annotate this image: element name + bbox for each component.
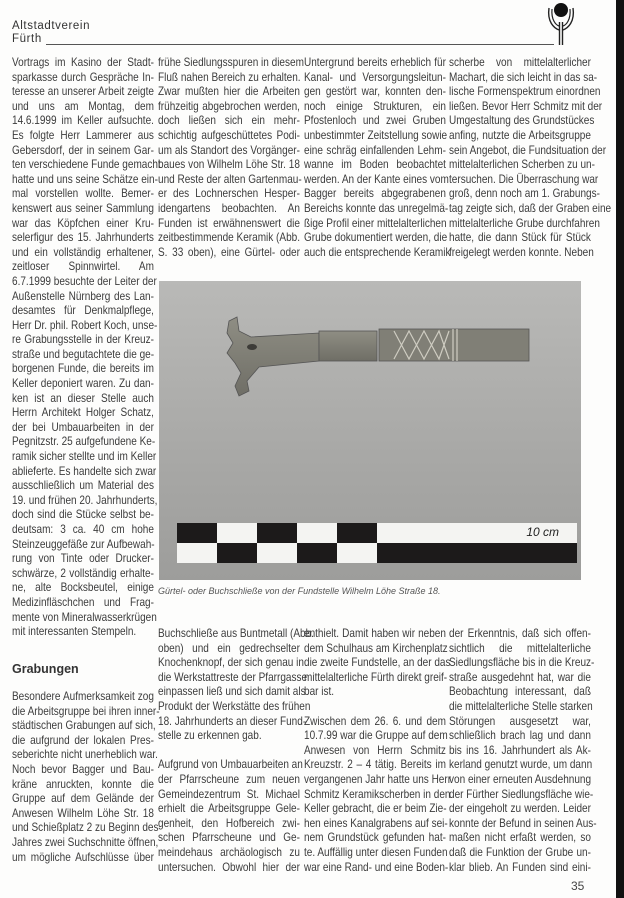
text-line: Aufgrund von Umbauarbeiten an — [158, 757, 303, 772]
text-line: selerfigur des 15. Jahrhunderts — [12, 230, 154, 245]
text-line: unbestimmter Zeitstellung sowie — [304, 127, 448, 142]
text-line: S. 33 oben), eine Gürtel- oder — [158, 244, 300, 259]
text-line: die Arbeitsgruppe bei ihren inner- — [12, 703, 160, 718]
text-line: Herr Dr. phil. Robert Koch, unse- — [12, 317, 158, 332]
paragraph — [449, 626, 597, 874]
text-line: stelle zu erkennen gab. — [158, 728, 262, 743]
column-bottom-2 — [158, 626, 314, 874]
paragraph — [304, 626, 451, 699]
publisher-name-line1: Altstadtverein — [12, 20, 91, 32]
artifact-photo — [159, 281, 581, 580]
column-top-2 — [158, 55, 304, 259]
text-line: mente von Mineralwasserkrügen — [12, 609, 157, 624]
text-line: gen gestört war, konnten den- — [304, 84, 446, 99]
text-line: der Pfarrscheune zum neuen — [158, 771, 300, 786]
text-line: ne, alte Bocksbeutel, einige — [12, 580, 154, 595]
text-line: baues von Wilhelm Löhe Str. 18 — [158, 157, 300, 172]
text-line: zeitloser Spinnwirtel. Am — [12, 259, 154, 274]
text-line: Beobachtung interessant, daß — [449, 684, 591, 699]
text-line: Machart, die sich leicht in das sa- — [449, 69, 598, 84]
text-line: anfing, nutzte die Arbeitsgruppe — [449, 127, 591, 142]
text-line: bar ist. — [304, 684, 335, 699]
society-logo-icon — [544, 0, 578, 46]
text-line: erhielt die Arbeitsgruppe Gele- — [158, 801, 300, 816]
text-line: Medizinfläschchen und Frag- — [12, 594, 154, 609]
text-line: Bereichs konnte das unregelmä- — [304, 200, 449, 215]
text-line: 19. und frühen 20. Jahrhunderts, — [12, 492, 158, 507]
text-line: lische Formenspektrum einordnen — [449, 84, 601, 99]
text-line: um mögliche Aufschlüsse über — [12, 849, 154, 864]
text-line: ten verschiedene Funde gemacht — [12, 157, 161, 172]
text-line: straße ausgedehnt hat, war die — [449, 669, 591, 684]
text-line: ßige Profil einer mittelalterlichen — [304, 215, 447, 230]
text-line: Umgestaltung des Grundstückes — [449, 113, 595, 128]
text-line: 10.7.99 war die Gruppe auf dem — [304, 728, 448, 743]
column-top-1 — [12, 55, 161, 639]
text-line: schichtig aufgeschüttetes Podi- — [158, 127, 300, 142]
text-line: Schmitz Keramikscherben in den — [304, 786, 451, 801]
text-line: Herrn Architekt Holger Schatz, — [12, 405, 154, 420]
text-line: Keller deponiert waren. Zu dan- — [12, 376, 154, 391]
text-line: 6.7.1999 besuchte der Leiter der — [12, 273, 157, 288]
text-line: schen Pfarrscheune und Ge- — [158, 830, 300, 845]
scale-bar-icon — [177, 523, 577, 563]
text-line: daß die Funktion der Grube un- — [449, 844, 591, 859]
section-heading: Grabungen — [12, 662, 79, 676]
text-line: tag zeigte sich, daß der Graben eine — [449, 200, 612, 215]
text-line: Störungen ausgesetzt war, — [449, 713, 591, 728]
text-line: tersuchen. Die Überraschung war — [449, 171, 599, 186]
text-line: doch ließen sich ein mehr- — [158, 113, 300, 128]
text-line: Siedlungsfläche bis in die Kreuz- — [449, 655, 595, 670]
text-line: Pegnitzstr. 25 aufgefundene Ke- — [12, 434, 156, 449]
text-line: war das Köpfchen einer Kru- — [12, 215, 154, 230]
paragraph — [12, 689, 160, 864]
text-line: oben) und ein gedrechselter — [158, 640, 300, 655]
text-line: borgenen Funde, die bereits im — [12, 361, 154, 376]
text-line: eine schräg einfallenden Lehm- — [304, 142, 446, 157]
text-line: mal vorstellen wollte. Bemer- — [12, 186, 154, 201]
text-line: Jahres zwei Suchschnitte öffnen, — [12, 834, 159, 849]
text-line: Funden ist erwähnenswert die — [158, 215, 300, 230]
text-line: Steinzeuggefäße zur Aufbewah- — [12, 536, 155, 551]
text-line: sparkasse durch Gespräche In- — [12, 69, 154, 84]
text-line: die mittelalterliche Stelle starken — [449, 698, 593, 713]
text-line: wanne im Boden beobachtet — [304, 157, 446, 172]
text-line: Besondere Aufmerksamkeit zog — [12, 689, 154, 703]
text-line: re Grabungsstelle in der Kreuz- — [12, 332, 154, 347]
text-line: Fluß nahen Bereich zu erhalten. — [158, 69, 301, 84]
text-line: mittelalterliche Fürth direkt greif- — [304, 669, 448, 684]
column-bottom-4 — [449, 626, 597, 874]
scale-label: 10 cm — [526, 525, 559, 539]
text-line: und Reste der alten Gartenmau- — [158, 171, 302, 186]
text-line: te. Auffällig unter diesen Funden — [304, 844, 448, 859]
text-line: seberichte nicht unerheblich war. — [12, 747, 158, 762]
text-line: kerland genutzt wurde, um dann — [449, 757, 593, 772]
publisher-header — [12, 20, 90, 46]
text-line: nem Grundstück gefunden hat- — [304, 830, 446, 845]
text-line: von einer erneuten Ausdehnung — [449, 771, 592, 786]
text-line: Bagger bereits abgegrabenen — [304, 186, 446, 201]
text-line: sein Angebot, die Fundsituation der — [449, 142, 607, 157]
text-line: mittelalterliche Grube durchfahren — [449, 215, 600, 230]
text-line: desamtes für Denkmalpflege, — [12, 303, 154, 318]
text-line: die Werkstattreste der Pfarrgasse — [158, 669, 308, 684]
paragraph — [158, 757, 303, 874]
text-line: zeitbestimmende Keramik (Abb. — [158, 230, 301, 245]
text-line: maßen nicht erfaßt werden, so — [449, 830, 591, 845]
publisher-name-line2: Fürth — [12, 33, 42, 45]
text-line: schwärze, 2 vollständig erhalte- — [12, 565, 154, 580]
text-line: mittelalterlichen Scherben zu un- — [449, 157, 595, 172]
text-line: kenswert aus seiner Sammlung — [12, 200, 154, 215]
text-line: groß, denn noch am 1. Grabungs- — [449, 186, 600, 201]
text-line: kräne anruckten, konnte die — [12, 776, 154, 791]
text-line: enthielt. Damit haben wir neben — [304, 626, 446, 640]
column-bottom-1 — [12, 689, 160, 864]
paragraph — [304, 713, 452, 875]
text-line: meindehaus archäologisch zu — [158, 844, 300, 859]
text-line: war eine Rand- und eine Boden- — [304, 859, 449, 874]
text-line: der Erkenntnis, daß sich offen- — [449, 626, 591, 640]
paragraph — [12, 55, 161, 639]
text-line: ken ist an dieser Stelle auch — [12, 390, 154, 405]
text-line: Untergrund bereits erheblich für — [304, 55, 446, 69]
text-line: klar blieb. An Funden sind eini- — [449, 859, 591, 874]
text-line: teresse an unserer Arbeit zeigte — [12, 84, 154, 99]
text-line: schließlich brach lag und dann — [449, 728, 591, 743]
text-line: Keller gebracht, die er beim Zie- — [304, 801, 447, 816]
text-line: hatte und uns seine Schätze ein- — [12, 171, 158, 186]
text-line: 18. Jahrhunderts an dieser Fund- — [158, 713, 307, 728]
text-line: Vortrags im Kasino der Stadt- — [12, 55, 154, 69]
text-line: ließen. Bevor Herr Schmitz mit der — [449, 98, 603, 113]
text-line: untersuchen. Obwohl hier der — [158, 859, 300, 874]
text-line: idengartens beobachten. An — [158, 200, 300, 215]
text-line: Kanal- und Versorgungsleitun- — [304, 69, 446, 84]
text-line: Anwesen Wilhelm Löhe Str. 18 — [12, 805, 154, 820]
text-line: deutsam: 3 ca. 40 cm hohe — [12, 522, 154, 536]
text-line: doch sind die Stücke selbst be- — [12, 507, 154, 522]
text-line: der Fürther Siedlungsfläche wie- — [449, 786, 594, 801]
text-line: und Schießplatz 2 zu Beginn des — [12, 820, 159, 835]
text-line: Anwesen von Herrn Schmitz — [304, 742, 446, 757]
text-line: Zwar mußten hier die Arbeiten — [158, 84, 300, 99]
column-bottom-3 — [304, 626, 452, 874]
text-line: Kreuzstr. 2 – 4 tätig. Bereits im — [304, 757, 446, 772]
text-line: frühe Siedlungsspuren in diesem — [158, 55, 304, 69]
column-top-4 — [449, 55, 612, 259]
text-line: Buchschließe aus Buntmetall (Abb. — [158, 626, 314, 640]
measurement-scale — [177, 523, 577, 563]
text-line: Noch bevor Bagger und Bau- — [12, 761, 154, 776]
paragraph — [158, 626, 314, 743]
text-line: sichtlich die mittelalterliche — [449, 640, 591, 655]
text-line: hatte, die dann Stück für Stück — [449, 230, 591, 245]
text-line: er des Lochnerschen Hesper- — [158, 186, 300, 201]
photo-caption: Gürtel- oder Buchschließe von der Fundstelle Wilhelm Löhe Straße 18. — [158, 586, 441, 596]
text-line: Zwischen dem 26. 6. und dem — [304, 713, 446, 728]
text-line: mit interessanten Stempeln. — [12, 624, 137, 639]
text-line: Gruppe auf dem Gelände der — [12, 791, 154, 806]
text-line: die zweite Fundstelle, an der das — [304, 655, 451, 670]
text-line: Gemeindezentrum St. Michael — [158, 786, 300, 801]
paragraph — [304, 55, 451, 259]
text-line: Es folgte Herr Lammerer aus — [12, 127, 154, 142]
text-line: und uns am Montag, dem — [12, 98, 154, 113]
text-line: Produkt der Werkstätte des frühen — [158, 698, 311, 713]
text-line: ausschließlich um Material des — [12, 478, 154, 493]
text-line: einpassen ließ und sich damit als — [158, 684, 306, 699]
text-line: noch einige Strukturen, ein — [304, 98, 446, 113]
text-line: 14.6.1999 im Keller aufsuchte. — [12, 113, 154, 128]
text-line: ramik sicher stellte und im Keller — [12, 449, 157, 464]
text-line: werden. An der Kante eines vom — [304, 171, 449, 186]
scan-edge — [616, 0, 624, 898]
paragraph — [158, 55, 304, 259]
text-line: der bei Umbauarbeiten in der — [12, 419, 154, 434]
header-rule — [46, 44, 554, 45]
text-line: ablieferte. Es handelte sich zwar — [12, 463, 157, 478]
text-line: straße und begutachtete die ge- — [12, 346, 155, 361]
text-line: auch die entsprechende Keramik — [304, 244, 451, 259]
text-line: scherbe von mittelalterlicher — [449, 55, 591, 69]
paragraph — [449, 55, 612, 259]
text-line: hen eines Kanalgrabens auf sei- — [304, 815, 448, 830]
text-line: genheit, den Hofbereich zwi- — [158, 815, 300, 830]
text-line: vergangenen Jahr hatte uns Herr — [304, 771, 452, 786]
text-line: Grube dokumentiert werden, die — [304, 230, 448, 245]
text-line: die aufgrund der lokalen Pres- — [12, 732, 154, 747]
text-line: freigelegt werden konnte. Neben — [449, 244, 594, 259]
text-line: dem Schulhaus am Kirchenplatz — [304, 640, 448, 655]
text-line: frühzeitig abgebrochen werden, — [158, 98, 300, 113]
text-line: bis ins 16. Jahrhundert als Ak- — [449, 742, 591, 757]
text-line: Außenstelle Nürnberg des Lan- — [12, 288, 154, 303]
text-line: rung von Tinte oder Drucker- — [12, 551, 154, 566]
text-line: städtischen Grabungen auf sich, — [12, 718, 156, 733]
text-line: und ein vollständig erhaltener, — [12, 244, 154, 259]
text-line: um als Standort des Vorgänger- — [158, 142, 300, 157]
text-line: Pfostenloch und zwei Gruben — [304, 113, 446, 128]
text-line: konnte der Befund in seinen Aus- — [449, 815, 597, 830]
column-top-3 — [304, 55, 451, 259]
page-number: 35 — [571, 879, 585, 893]
text-line: der eingeholt zu werden. Leider — [449, 801, 591, 816]
text-line: Gebersdorf, der in seinem Gar- — [12, 142, 154, 157]
text-line: Knochenknopf, der sich genau in — [158, 655, 304, 670]
